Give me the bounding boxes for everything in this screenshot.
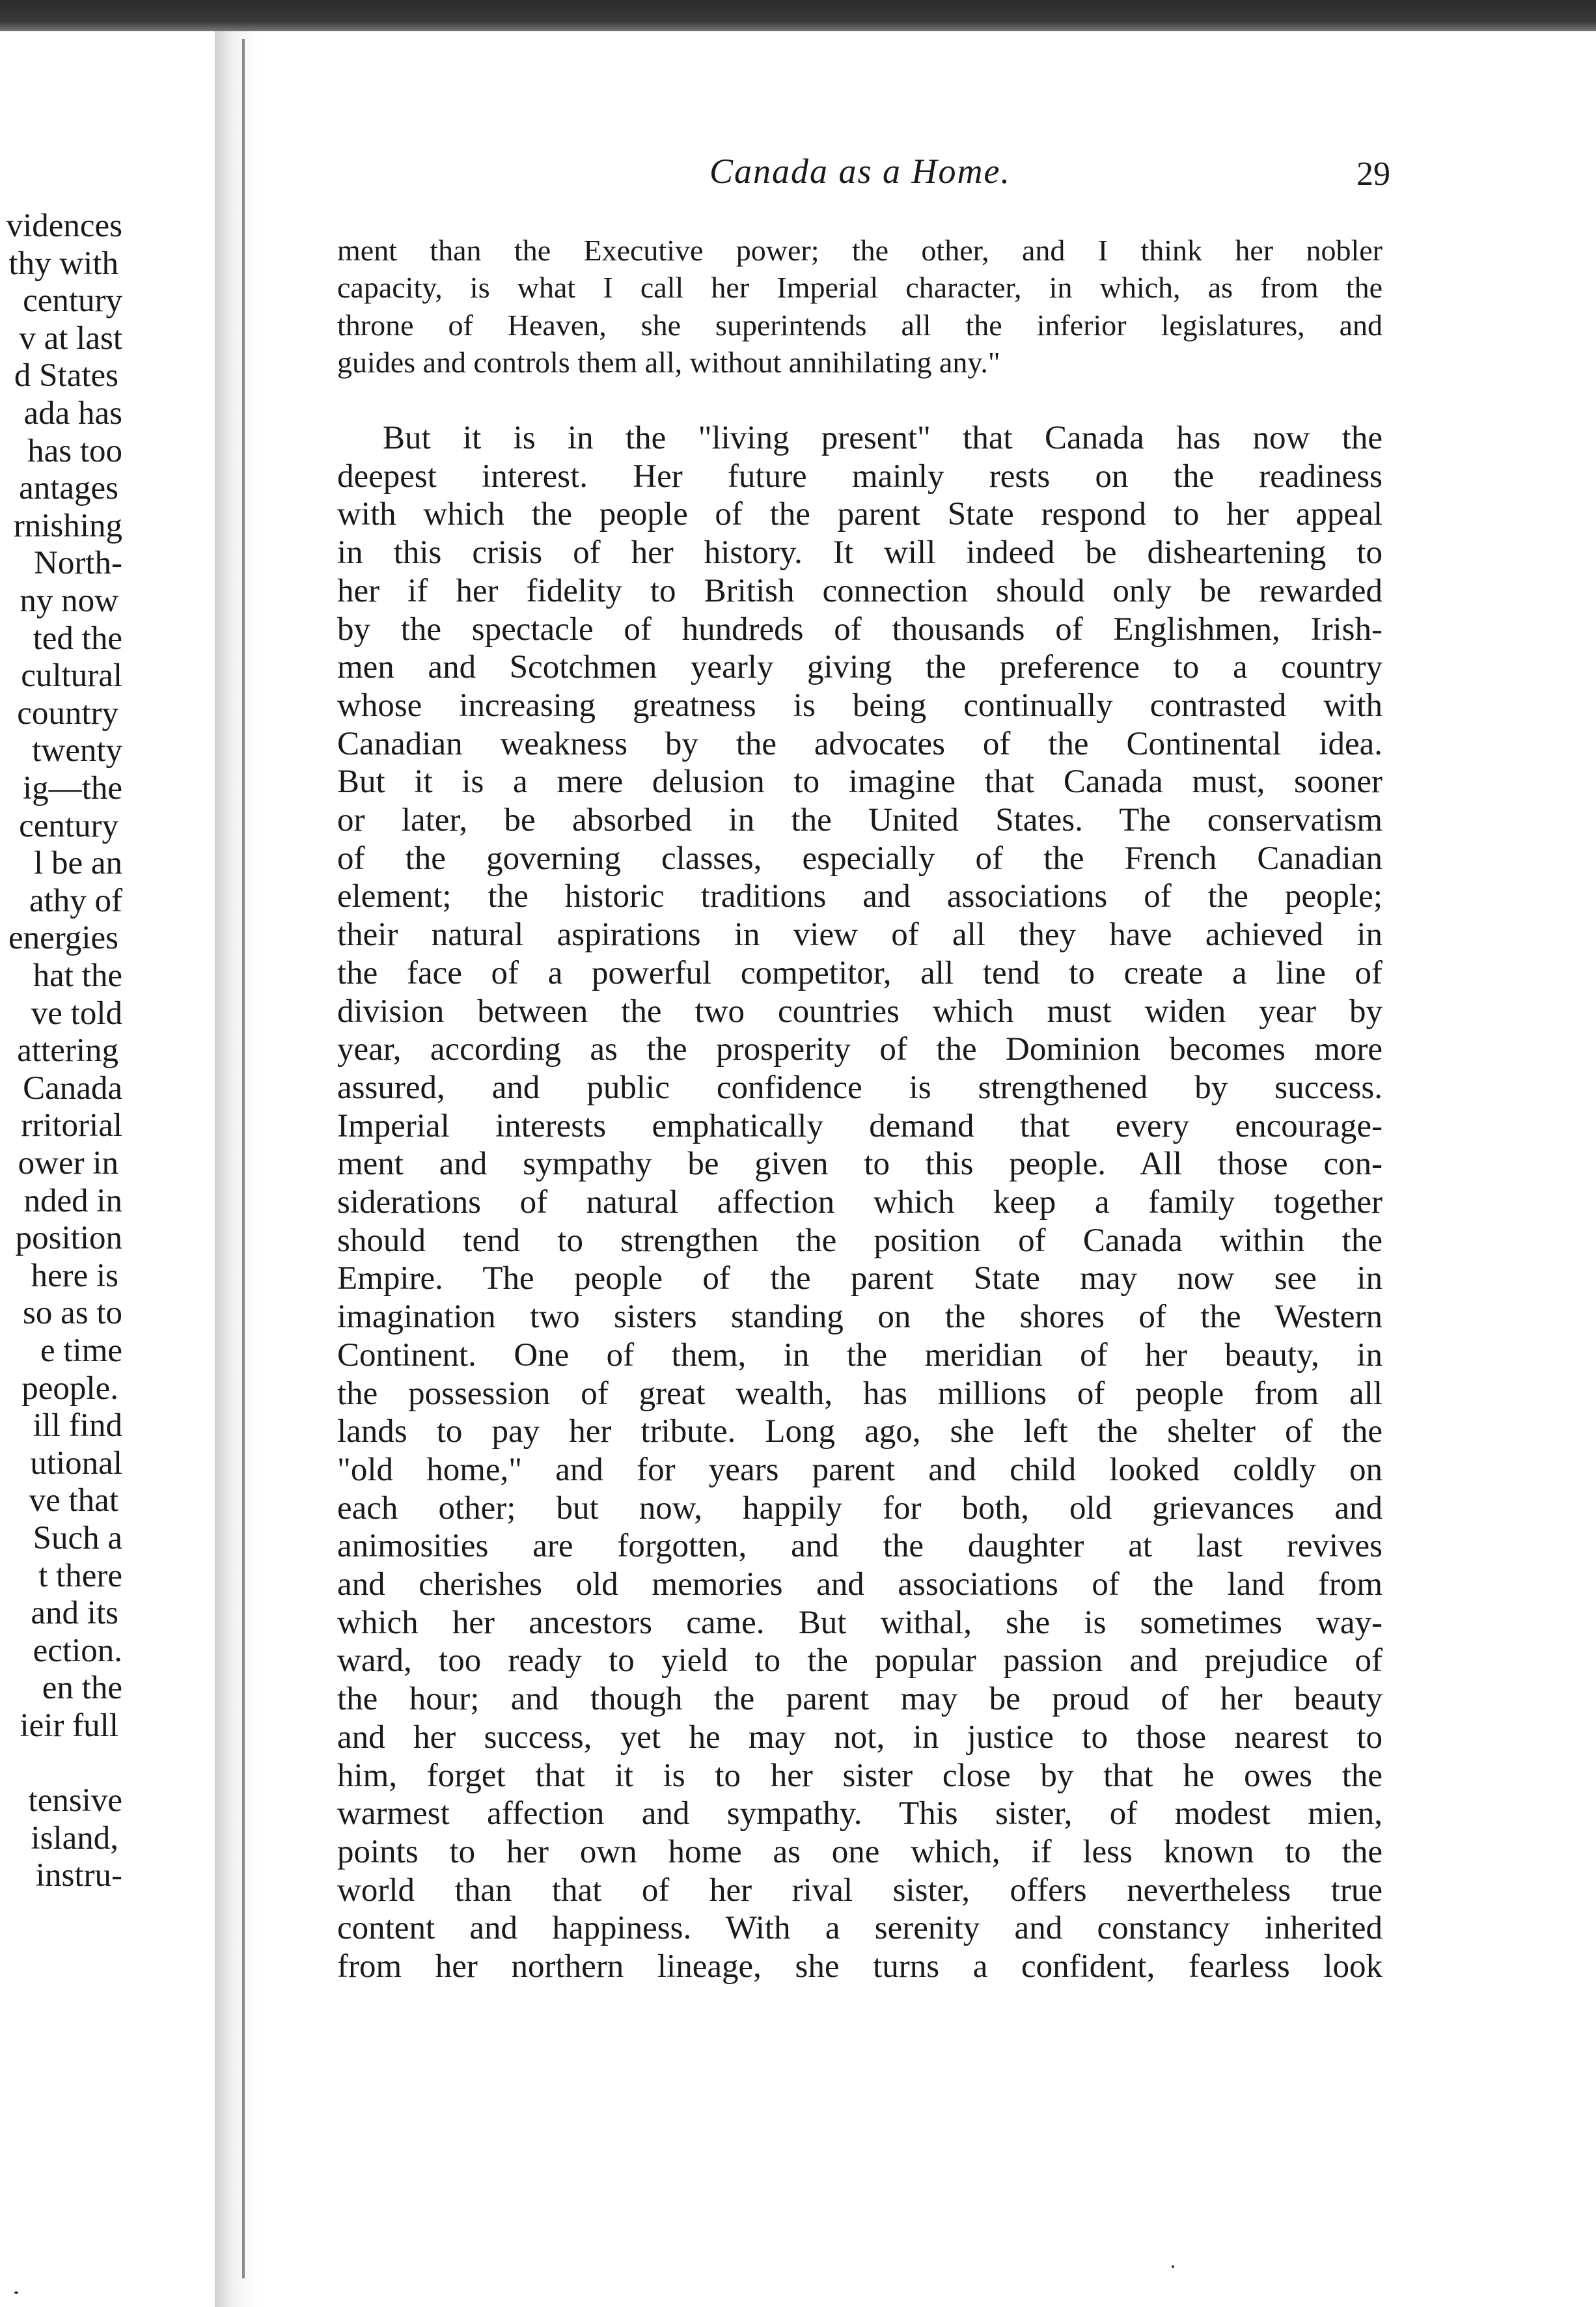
paragraph-line: Continent. One of them, in the meridian of her beauty, in	[337, 1336, 1383, 1374]
paragraph-line: But it is in the "living present" that Canada has now the	[383, 420, 1383, 456]
paragraph-line: division between the two countries which must widen year by	[337, 993, 1383, 1030]
paragraph-line: Canadian weakness by the advocates of the Continental idea.	[337, 725, 1383, 762]
left-page-fragment	[0, 210, 215, 2162]
paragraph-line: the hour; and though the parent may be proud of her beauty	[337, 1681, 1383, 1718]
left-page-fragment-line: position	[15, 1220, 122, 1257]
paragraph-line: imagination two sisters standing on the shores of the Western	[337, 1299, 1383, 1336]
paragraph-line: each other; but now, happily for both, old grievances and	[337, 1489, 1383, 1526]
quote-line: throne of Heaven, she superintends all the inferior legislatures, and	[337, 308, 1383, 342]
left-page-fragment-line: v at last	[19, 320, 122, 357]
paragraph-line: ward, too ready to yield to the popular passion and prejudice of	[337, 1642, 1383, 1679]
running-head: Canada as a Home.	[709, 152, 1011, 191]
scan-speck	[1172, 2265, 1174, 2268]
left-page-fragment-line: rritorial	[21, 1107, 122, 1144]
left-page-fragment-line: here is	[31, 1257, 118, 1294]
book-gutter-line	[242, 39, 245, 2278]
paragraph-line: year, according as the prosperity of the Dominion becomes more	[337, 1031, 1383, 1068]
paragraph-line: him, forget that it is to her sister close by that he owes the	[337, 1757, 1383, 1794]
left-page-fragment-line: ada has	[23, 395, 122, 432]
paragraph-line: whose increasing greatness is being continually contrasted with	[337, 687, 1383, 724]
paragraph-line: the possession of great wealth, has millions of people from all	[337, 1375, 1383, 1412]
left-page-fragment-line: Such a	[33, 1520, 122, 1556]
left-page-fragment-line: century	[19, 807, 118, 844]
paragraph-line: which her ancestors came. But withal, she is sometimes way-	[337, 1604, 1383, 1641]
paragraph-line: their natural aspirations in view of all they have achieved in	[337, 917, 1383, 954]
paragraph-line: and her success, yet he may not, in justice to those nearest to	[337, 1719, 1383, 1756]
scan-border-top	[0, 0, 1596, 31]
left-page-fragment-line: and its	[31, 1595, 118, 1632]
paragraph-line: assured, and public confidence is strengthened by success.	[337, 1069, 1383, 1106]
left-page-fragment-line: century	[23, 283, 122, 320]
paragraph-line: of the governing classes, especially of the French Canadian	[337, 840, 1383, 877]
left-page-fragment-line: has too	[27, 432, 122, 469]
left-page-fragment-line: people.	[21, 1370, 118, 1407]
left-page-fragment-line: energies	[8, 920, 118, 957]
left-page-fragment-line: vidences	[6, 210, 122, 244]
left-page-fragment-line: Canada	[23, 1070, 122, 1107]
left-page-fragment-line: l be an	[34, 845, 122, 882]
left-page-fragment-line: ower in	[18, 1145, 118, 1181]
left-page-fragment-line: antages	[19, 470, 118, 507]
paragraph-line: ment and sympathy be given to this people. All those con-	[337, 1146, 1383, 1183]
left-page-fragment-line: hat the	[33, 958, 122, 994]
left-page-fragment-line: ve that	[29, 1482, 118, 1519]
paragraph-line: or later, be absorbed in the United States. The conservatism	[337, 802, 1383, 838]
paragraph-line: warmest affection and sympathy. This sister, of modest mien,	[337, 1795, 1383, 1832]
paragraph-line: points to her own home as one which, if less known to the	[337, 1833, 1383, 1870]
paragraph-line: from her northern lineage, she turns a confident, fearless look	[337, 1948, 1383, 1985]
left-page-fragment-line: athy of	[29, 882, 122, 919]
left-page-fragment-line: t there	[38, 1557, 122, 1594]
page-number: 29	[1356, 156, 1390, 193]
left-page-fragment-line: ve told	[31, 995, 122, 1032]
left-page-fragment-line: nded in	[23, 1182, 122, 1219]
paragraph-line: men and Scotchmen yearly giving the preference to a country	[337, 649, 1383, 686]
left-page-fragment-line: e time	[40, 1333, 122, 1369]
quote-line: ment than the Executive power; the other, and I think her nobler	[337, 234, 1383, 267]
left-page-fragment-line: ection.	[33, 1632, 122, 1669]
paragraph-line: the face of a powerful competitor, all tend to create a line of	[337, 954, 1383, 991]
left-page-fragment-line: cultural	[21, 657, 122, 695]
paragraph-line: lands to pay her tribute. Long ago, she left the shelter of the	[337, 1413, 1383, 1450]
left-page-fragment-line: island,	[31, 1819, 118, 1857]
left-page-fragment-line: tensive	[28, 1782, 122, 1819]
paragraph-line: content and happiness. With a serenity and constancy inherited	[337, 1910, 1383, 1947]
paragraph-line: should tend to strengthen the position of Canada within the	[337, 1222, 1383, 1259]
left-page-fragment-line: attering	[17, 1032, 118, 1070]
paragraph-line: Imperial interests emphatically demand that every encourage-	[337, 1107, 1383, 1144]
left-page-fragment-line: d States	[14, 357, 118, 394]
left-page-fragment-line: utional	[30, 1444, 122, 1482]
paragraph-line: Empire. The people of the parent State may now see in	[337, 1260, 1383, 1297]
left-page-fragment-line: rnishing	[13, 507, 122, 544]
quote-line: guides and controls them all, without annihilating any."	[337, 346, 1000, 380]
paragraph-line: But it is a mere delusion to imagine that Canada must, sooner	[337, 764, 1383, 801]
scan-speck	[14, 2291, 18, 2294]
paragraph-line: with which the people of the parent State respond to her appeal	[337, 496, 1383, 533]
left-page-fragment-line: twenty	[32, 732, 122, 769]
left-page-fragment-line: ted the	[33, 620, 122, 657]
paragraph-line: element; the historic traditions and associations of the people;	[337, 878, 1383, 915]
paragraph-line: her if her fidelity to British connection should only be rewarded	[337, 572, 1383, 609]
quote-line: capacity, is what I call her Imperial character, in which, as from the	[337, 271, 1383, 305]
left-page-fragment-line: ny now	[20, 583, 118, 619]
paragraph-line: by the spectacle of hundreds of thousands of Englishmen, Irish-	[337, 611, 1383, 648]
paragraph-line: siderations of natural affection which keep a family together	[337, 1184, 1383, 1221]
paragraph-line: world than that of her rival sister, offers nevertheless true	[337, 1872, 1383, 1909]
book-gutter-shadow	[215, 31, 260, 2307]
paragraph-line: animosities are forgotten, and the daughter at last revives	[337, 1528, 1383, 1565]
left-page-fragment-line: en the	[42, 1670, 122, 1707]
left-page-fragment-line: ill find	[33, 1407, 122, 1444]
left-page-fragment-line: thy with	[8, 245, 118, 282]
left-page-fragment-line: country	[17, 695, 118, 732]
left-page-fragment-line: instru-	[35, 1857, 122, 1894]
paragraph-line: in this crisis of her history. It will indeed be disheartening to	[337, 534, 1383, 572]
paragraph-line: deepest interest. Her future mainly rests on the readiness	[337, 458, 1383, 495]
left-page-fragment-line: ig—the	[23, 770, 122, 807]
left-page-fragment-line: North-	[34, 545, 122, 582]
left-page-fragment-line: so as to	[23, 1295, 122, 1332]
left-page-fragment-line: ieir full	[20, 1707, 118, 1744]
paragraph-line: and cherishes old memories and associations of the land from	[337, 1566, 1383, 1603]
paragraph-line: "old home," and for years parent and child looked coldly on	[337, 1451, 1383, 1488]
